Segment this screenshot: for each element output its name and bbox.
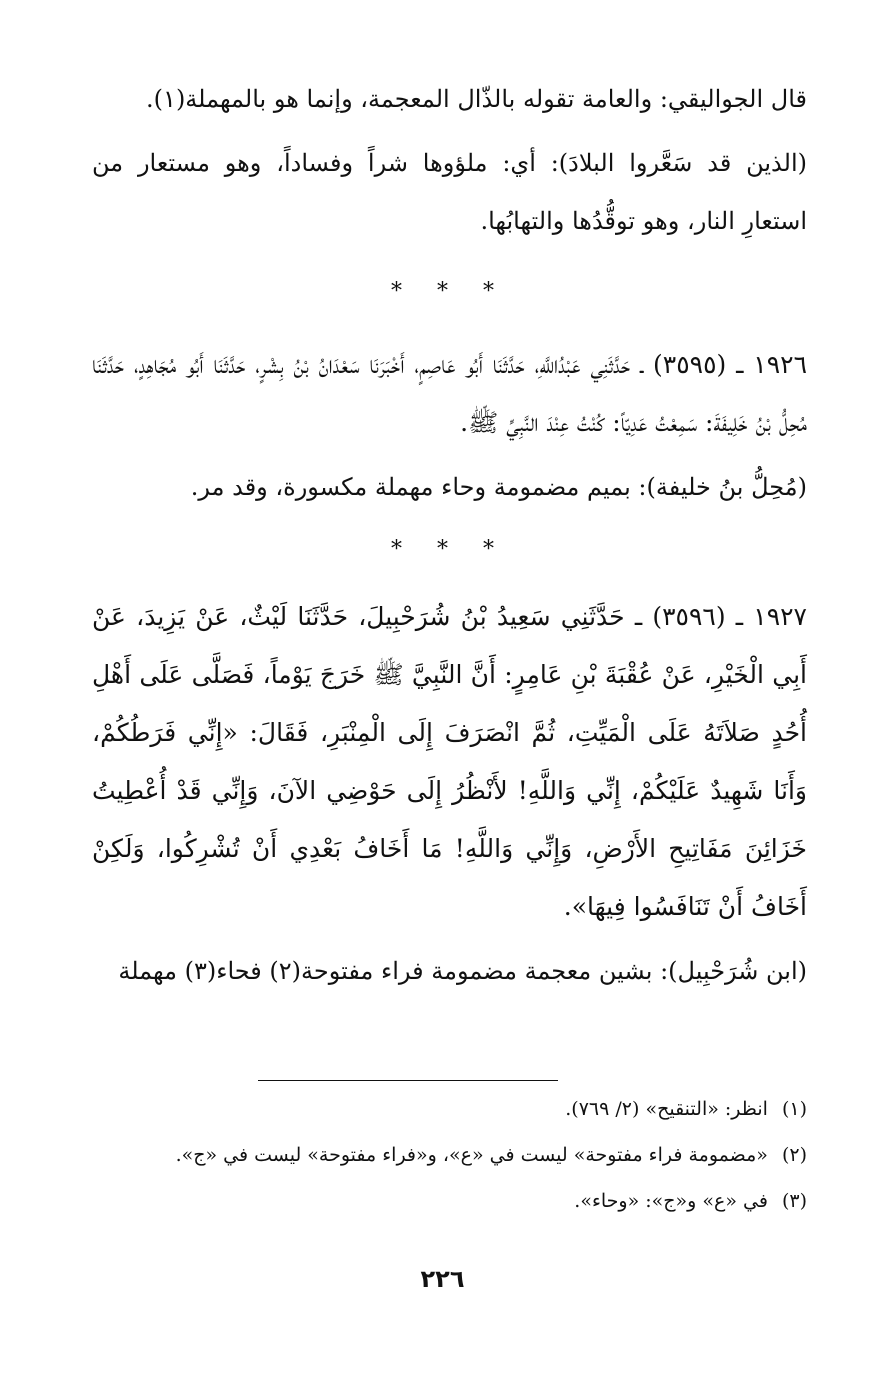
hadith-1926: ١٩٢٦ ـ (٣٥٩٥) ـ حَدَّثَنِي عَبْدُاللَّهِ، حَدَّثَنَا أَبُو عَاصِمٍ، أَخْبَرَنَا سَعْدَانُ بْنُ بِشْرٍ، حَدَّثَنَا أَبُو مُجَاهِدٍ، حَدَّثَنَا مُحِلُّ بْنُ خَلِيفَةَ: سَمِعْتُ عَدِيّاً: كُنْتُ عِنْدَ النَّبِيِّ ﷺ. — [92, 350, 807, 437]
footnote-number: (١) — [781, 1098, 807, 1120]
footnote-item — [92, 1178, 807, 1224]
page-number: ٢٢٦ — [420, 1265, 465, 1293]
section-separator: * * * — [391, 279, 508, 304]
footnote-divider — [258, 1080, 558, 1081]
paragraph-saarru: (الذين قد سَعَّروا البلادَ): أي: ملؤوها شراً وفساداً، وهو مستعار من استعارِ النار، وهو توقُّدُها والتهابُها. — [92, 149, 808, 235]
footnote-number: (٢) — [781, 1144, 807, 1166]
comment-1926: (مُحِلُّ بنُ خليفة): بميم مضمومة وحاء مهملة مكسورة، وقد مر. — [190, 473, 807, 501]
hadith-1927: ١٩٢٧ ـ (٣٥٩٦) ـ حَدَّثَنِي سَعِيدُ بْنُ شُرَحْبِيلَ، حَدَّثَنَا لَيْثٌ، عَنْ يَزِيدَ، عَنْ أَبِي الْخَيْرِ، عَنْ عُقْبَةَ بْنِ عَامِرٍ: أَنَّ النَّبِيَّ ﷺ خَرَجَ يَوْماً، فَصَلَّى عَلَى أَهْلِ أُحُدٍ صَلاَتَهُ عَلَى الْمَيِّتِ، ثُمَّ انْصَرَفَ إِلَى الْمِنْبَرِ، فَقَالَ: «إِنِّي فَرَطُكُمْ، وَأَنَا شَهِيدٌ عَلَيْكُمْ، إِنِّي وَاللَّهِ! لأَنْظُرُ إِلَى حَوْضِي الآنَ، وَإِنِّي قَدْ أُعْطِيتُ خَزَائِنَ مَفَاتِيحِ الأَرْضِ، وَإِنِّي وَاللَّهِ! مَا أَخَافُ بَعْدِي أَنْ تُشْرِكُوا، وَلَكِنْ أَخَافُ أَنْ تَنَافَسُوا فِيهَا». — [92, 602, 807, 921]
footnote-item — [92, 1086, 807, 1132]
footnote-text: «مضمومة فراء مفتوحة» ليست في «ع»، و«فراء مفتوحة» ليست في «ج». — [175, 1144, 768, 1166]
footnote-number: (٣) — [781, 1190, 807, 1212]
section-separator: * * * — [391, 537, 508, 562]
footnote-text: في «ع» و«ج»: «وحاء». — [574, 1190, 768, 1212]
comment-1927: (ابن شُرَحْبِيل): بشين معجمة مضمومة فراء مفتوحة(٢) فحاء(٣) مهملة — [118, 957, 807, 985]
footnotes — [92, 1086, 807, 1224]
paragraph-jawaliqi: قال الجواليقي: والعامة تقوله بالذّال المعجمة، وإنما هو بالمهملة(١). — [146, 85, 807, 113]
page-body — [92, 70, 807, 1000]
footnote-item — [92, 1132, 807, 1178]
footnote-text: انظر: «التنقيح» (٢/ ٧٦٩). — [565, 1098, 768, 1120]
